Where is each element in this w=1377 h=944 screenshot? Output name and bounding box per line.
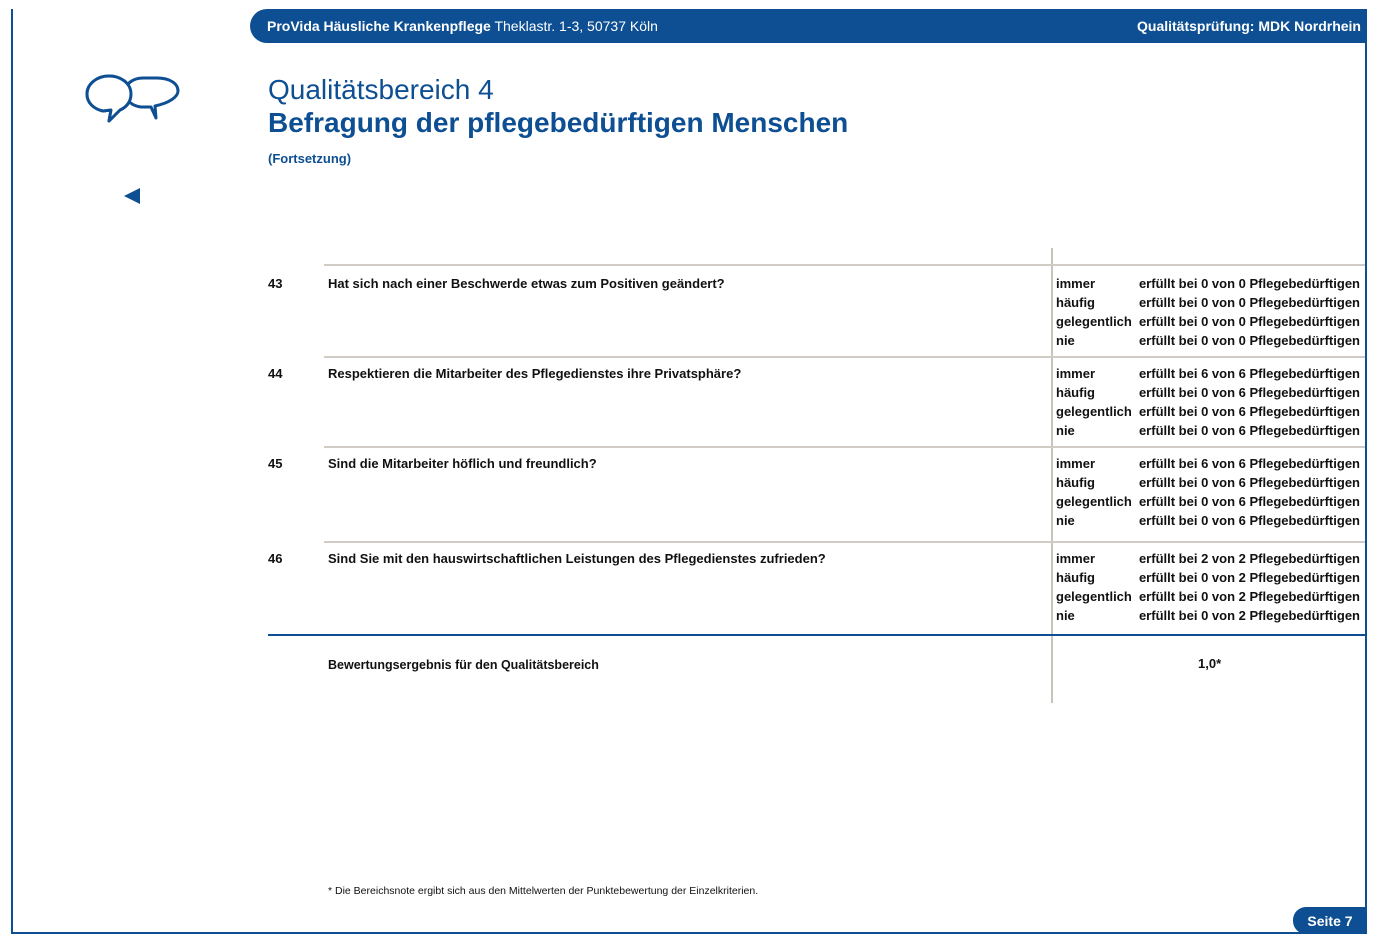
answer-item <box>1056 276 1360 295</box>
triangle-left-icon[interactable] <box>123 186 141 206</box>
result-score: 1,0* <box>1198 656 1222 671</box>
row-divider <box>324 264 1365 266</box>
answer-item <box>1056 366 1360 385</box>
question-number: 46 <box>268 551 283 566</box>
answer-label: häufig <box>1056 475 1095 490</box>
answer-item <box>1056 589 1360 608</box>
page-number-badge: Seite 7 <box>1293 907 1367 934</box>
answer-value: erfüllt bei 0 von 6 Pflegebedürftigen <box>1138 475 1360 490</box>
answer-value: erfüllt bei 0 von 0 Pflegebedürftigen <box>1138 295 1360 310</box>
section-title: Qualitätsbereich 4 <box>268 74 494 105</box>
question-number: 45 <box>268 456 283 471</box>
row-divider <box>324 541 1365 543</box>
answer-item <box>1056 404 1360 423</box>
question-text: Hat sich nach einer Beschwerde etwas zum Positiven geändert? <box>328 276 725 291</box>
answer-label: gelegentlich <box>1056 314 1132 329</box>
answer-value: erfüllt bei 6 von 6 Pflegebedürftigen <box>1138 456 1360 471</box>
answer-label: gelegentlich <box>1056 494 1132 509</box>
answer-item <box>1056 608 1360 627</box>
provider-name: ProVida Häusliche Krankenpflege <box>267 18 491 34</box>
footnote: * Die Bereichsnote ergibt sich aus den Mittelwerten der Punktebewertung der Einzelkriterien. <box>328 885 759 897</box>
answer-list <box>1056 276 1360 352</box>
answer-value: erfüllt bei 0 von 0 Pflegebedürftigen <box>1138 276 1360 291</box>
answer-label: häufig <box>1056 570 1095 585</box>
answer-value: erfüllt bei 0 von 6 Pflegebedürftigen <box>1138 494 1360 509</box>
answer-item <box>1056 333 1360 352</box>
answer-item <box>1056 494 1360 513</box>
answer-item <box>1056 423 1360 442</box>
answer-label: gelegentlich <box>1056 589 1132 604</box>
answer-label: nie <box>1056 608 1075 623</box>
result-divider <box>268 634 1365 636</box>
row-divider <box>324 356 1365 358</box>
answer-value: erfüllt bei 0 von 6 Pflegebedürftigen <box>1138 423 1360 438</box>
question-text: Respektieren die Mitarbeiter des Pflegedienstes ihre Privatsphäre? <box>328 366 742 381</box>
answer-item <box>1056 551 1360 570</box>
provider-address: Theklastr. 1-3, 50737 Köln <box>494 18 658 34</box>
answer-value: erfüllt bei 0 von 2 Pflegebedürftigen <box>1138 570 1360 585</box>
answer-label: häufig <box>1056 295 1095 310</box>
answer-value: erfüllt bei 2 von 2 Pflegebedürftigen <box>1138 551 1360 566</box>
answer-item <box>1056 456 1360 475</box>
answer-item <box>1056 314 1360 333</box>
answer-item <box>1056 475 1360 494</box>
answer-item <box>1056 385 1360 404</box>
row-divider <box>324 446 1365 448</box>
continuation-note: (Fortsetzung) <box>268 151 352 166</box>
answer-list <box>1056 456 1360 532</box>
answer-label: nie <box>1056 333 1075 348</box>
answer-value: erfüllt bei 0 von 6 Pflegebedürftigen <box>1138 385 1360 400</box>
answer-label: nie <box>1056 423 1075 438</box>
answer-label: immer <box>1056 276 1096 291</box>
question-number: 44 <box>268 366 283 381</box>
answer-value: erfüllt bei 0 von 0 Pflegebedürftigen <box>1138 333 1360 348</box>
question-text: Sind Sie mit den hauswirtschaftlichen Leistungen des Pflegedienstes zufrieden? <box>328 551 826 566</box>
result-label: Bewertungsergebnis für den Qualitätsbereich <box>328 658 599 672</box>
answer-label: immer <box>1056 366 1096 381</box>
answer-item <box>1056 513 1360 532</box>
answer-item <box>1056 570 1360 589</box>
answer-value: erfüllt bei 0 von 0 Pflegebedürftigen <box>1138 314 1360 329</box>
answer-label: gelegentlich <box>1056 404 1132 419</box>
answer-value: erfüllt bei 0 von 6 Pflegebedürftigen <box>1138 513 1360 528</box>
answer-list <box>1056 366 1360 442</box>
answer-label: häufig <box>1056 385 1095 400</box>
answer-value: erfüllt bei 0 von 2 Pflegebedürftigen <box>1138 608 1360 623</box>
answer-item <box>1056 295 1360 314</box>
question-text: Sind die Mitarbeiter höflich und freundlich? <box>328 456 597 471</box>
answer-value: erfüllt bei 0 von 6 Pflegebedürftigen <box>1138 404 1360 419</box>
answer-label: nie <box>1056 513 1075 528</box>
answer-value: erfüllt bei 0 von 2 Pflegebedürftigen <box>1138 589 1360 604</box>
question-number: 43 <box>268 276 283 291</box>
header-bar <box>250 9 1367 43</box>
speech-bubbles-icon <box>85 72 181 144</box>
answer-value: erfüllt bei 6 von 6 Pflegebedürftigen <box>1138 366 1360 381</box>
header-exam-title: Qualitätsprüfung: MDK Nordrhein <box>1137 18 1361 34</box>
answer-list <box>1056 551 1360 627</box>
section-heading: Befragung der pflegebedürftigen Menschen <box>268 107 849 138</box>
answer-label: immer <box>1056 456 1096 471</box>
answer-label: immer <box>1056 551 1096 566</box>
header-provider <box>267 18 658 34</box>
